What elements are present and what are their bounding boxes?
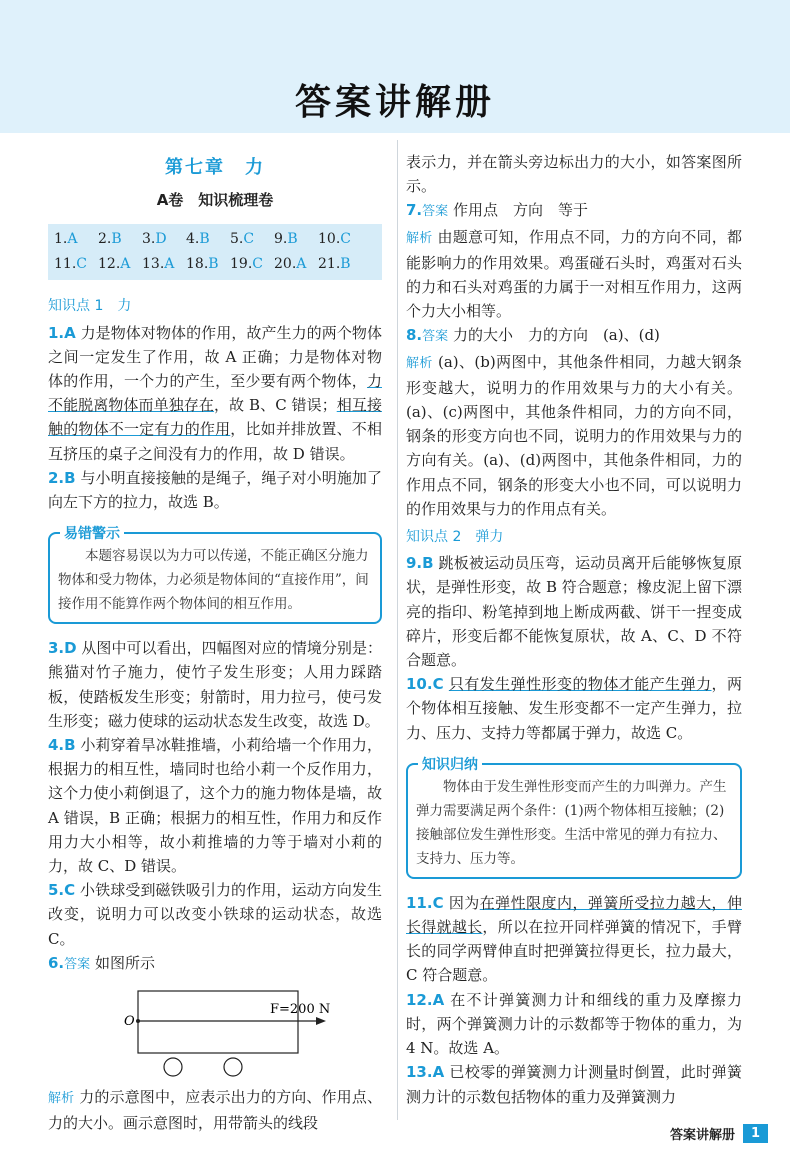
answer-row (54, 252, 376, 277)
knowledge-point-2: 知识点 2 弹力 (406, 529, 504, 546)
force-arrow-head (316, 1017, 326, 1025)
answer-7-analysis: 解析 由题意可知，作用点不同，力的方向不同，都能影响力的作用效果。鸡蛋碰石头时，鸡蛋对石头的力和石头对鸡蛋的力属于一对相互作用力，这两个力大小相等。 (406, 227, 742, 321)
tip-box-knowledge-summary (406, 756, 742, 879)
answer-6-continued: 表示力，并在箭头旁边标出力的大小，如答案图所示。 (406, 153, 742, 196)
answer-10: 10.C 只有发生弹性形变的物体才能产生弹力，两个物体相互接触、发生形变都不一定产生弹力，拉力、压力、支持力等都属于弹力，故选 C。 (406, 675, 742, 742)
left-column (48, 150, 382, 1135)
column-divider (397, 140, 398, 1120)
answer-3: 3.D 从图中可以看出，四幅图对应的情境分别是：熊猫对竹子施力，使竹子发生形变；人用力踩踏板，使踏板发生形变；射箭时，用力拉弓，使弓发生形变；磁力使球的运动状态发生改变，故选 D。 (48, 639, 382, 730)
page-title: 答案讲解册 (294, 82, 495, 123)
answer-13: 13.A 已校零的弹簧测力计测量时倒置，此时弹簧测力计的示数包括物体的重力及弹簧测力 (406, 1063, 742, 1106)
answer-8: 8.答案 力的大小 力的方向 (a)、(d) (406, 326, 660, 345)
tip-body: 本题容易误以为力可以传递，不能正确区分施力物体和受力物体，力必须是物体间的“直接作用”，间接作用不能算作两个物体间的相互作用。 (58, 548, 369, 613)
answer-item: 18.B (186, 256, 219, 273)
answer-6: 6.答案 如图所示 (48, 953, 155, 972)
knowledge-point-1: 知识点 1 力 (48, 298, 132, 315)
answer-5: 5.C 小铁球受到磁铁吸引力的作用，运动方向发生改变，说明力可以改变小铁球的运动状态，故选 C。 (48, 881, 382, 948)
cart-wheel-right (224, 1058, 242, 1076)
answer-item: 11.C (54, 256, 87, 273)
action-point (136, 1019, 140, 1023)
answer-item: 2.B (98, 231, 122, 248)
header-band (0, 0, 790, 133)
answer-item: 21.B (318, 256, 351, 273)
answer-item: 9.B (274, 231, 298, 248)
answer-12: 12.A 在不计弹簧测力计和细线的重力及摩擦力时，两个弹簧测力计的示数都等于物体的重力，为 4 N。故选 A。 (406, 990, 742, 1058)
cart-wheel-left (164, 1058, 182, 1076)
answer-2: 2.B 与小明直接接触的是绳子，绳子对小明施加了向左下方的拉力，故选 B。 (48, 468, 382, 512)
section-subtitle: A卷 知识梳理卷 (156, 191, 274, 210)
answer-1: 1.A 力是物体对物体的作用，故产生力的两个物体之间一定发生了作用，故 A 正确；力是物体对物体的作用，一个力的产生，至少要有两个物体，力不能脱离物体而单独存在，故 B、C 错误；相互接触的物体不一定有力的作用，比如并排放置、不相互挤压的桌子之间没有力的作用，故 D 错误。 (48, 323, 382, 463)
answer-item: 13.A (142, 256, 175, 273)
answer-item: 20.A (274, 256, 307, 273)
right-column (406, 150, 742, 1109)
footer-label: 答案讲解册 (669, 1128, 735, 1143)
answer-11: 11.C 因为在弹性限度内，弹簧所受拉力越大，伸长得就越长，所以在拉开同样弹簧的情况下，手臂长的同学两臂伸直时把弹簧拉得更长，拉力最大，C 符合题意。 (406, 893, 742, 985)
answer-9: 9.B 跳板被运动员压弯，运动员离开后能够恢复原状，是弹性形变，故 B 符合题意；橡皮泥上留下漂亮的指印、粉笔掉到地上断成两截、饼干一捏变成碎片，形变后都不能恢复原状，故 A、C、D 不符合题意。 (406, 554, 742, 670)
tip-box-error-warning (48, 526, 382, 624)
tip-title: 知识归纳 (418, 753, 482, 777)
cart-force-figure (48, 983, 382, 1083)
tip-body: 物体由于发生弹性形变而产生的力叫弹力。产生弹力需要满足两个条件：(1)两个物体相互接触；(2)接触部位发生弹性形变。生活中常见的弹力有拉力、支持力、压力等。 (416, 778, 727, 867)
cart-body (138, 991, 298, 1053)
answer-item: 19.C (230, 256, 263, 273)
answer-item: 10.C (318, 231, 351, 248)
answer-item: 1.A (54, 231, 78, 248)
chapter-title: 第七章 力 (165, 157, 265, 178)
point-label: O (124, 1014, 135, 1030)
answer-table (48, 224, 382, 280)
answer-item: 12.A (98, 256, 131, 273)
page-number: 1 (743, 1124, 768, 1143)
answer-6-analysis: 解析 力的示意图中，应表示出力的方向、作用点、力的大小。画示意图时，用带箭头的线段 (48, 1088, 382, 1133)
tip-title: 易错警示 (60, 522, 124, 546)
page-footer (670, 1124, 768, 1143)
answer-item: 5.C (230, 231, 255, 248)
answer-row (54, 227, 376, 252)
answer-8-analysis: 解析 (a)、(b)两图中，其他条件相同，力越大钢条形变越大，说明力的作用效果与力的大小有关。(a)、(c)两图中，其他条件相同，力的方向不同，钢条的形变方向也不同，说明力的作用效果与力的方向有关。(a)、(d)两图中，其他条件相同，力的作用点不同，钢条的形变大小也不同，可以说明力的作用效果与力的作用点有关。 (406, 352, 742, 518)
answer-4: 4.B 小莉穿着旱冰鞋推墙，小莉给墙一个作用力，根据力的相互性，墙同时也给小莉一个反作用力，这个力使小莉倒退了，这个力的施力物体是墙，故 A 错误，B 正确；根据力的相互性，作用力和反作用力大小相等，故小莉推墙的力等于墙对小莉的力，故 C、D 错误。 (48, 736, 382, 876)
answer-item: 3.D (142, 231, 167, 248)
answer-7: 7.答案 作用点 方向 等于 (406, 201, 588, 220)
answer-item: 4.B (186, 231, 210, 248)
force-diagram (48, 983, 382, 1083)
force-label: F=200 N (270, 1002, 331, 1018)
